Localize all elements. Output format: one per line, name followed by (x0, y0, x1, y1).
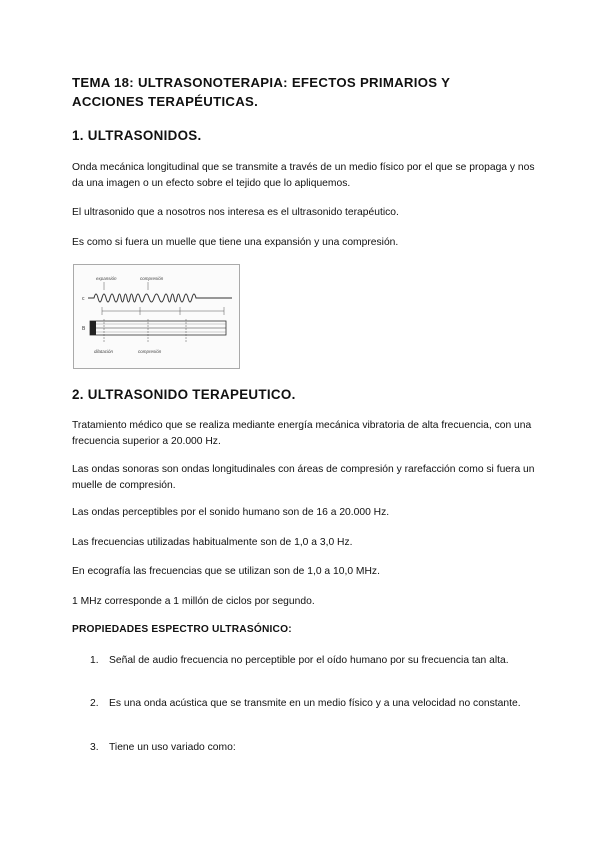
section-2-paragraph-4: Las frecuencias utilizadas habitualmente son de 1,0 a 3,0 Hz. (72, 537, 353, 548)
svg-text:B: B (82, 326, 86, 332)
section-2-paragraph-6: 1 MHz corresponde a 1 millón de ciclos por segundo. (72, 596, 315, 607)
section-1-paragraph-1: Onda mecánica longitudinal que se transmite a través de un medio físico por el que se propaga y nos da una imagen o un efecto sobre el tejido que lo apliquemos. (72, 162, 535, 189)
svg-text:c: c (82, 296, 85, 302)
list-item-text: Tiene un uso variado como: (109, 742, 236, 753)
list-item-number: 1. (90, 655, 99, 666)
document-title: TEMA 18: ULTRASONOTERAPIA: EFECTOS PRIMARIOS Y ACCIONES TERAPÉUTICAS. (72, 75, 450, 109)
figure-label-compression-top: compresión (140, 276, 164, 281)
list-item-number: 2. (90, 698, 99, 709)
section-2-paragraph-2: Las ondas sonoras son ondas longitudinales con áreas de compresión y rarefacción como si fuera un muelle de compresión. (72, 464, 535, 491)
figure-label-dilatation-bottom: dilatación (94, 349, 114, 354)
section-2-heading: 2. ULTRASONIDO TERAPEUTICO. (72, 387, 296, 402)
section-1-paragraph-3: Es como si fuera un muelle que tiene una expansión y una compresión. (72, 237, 399, 248)
list-item-text: Señal de audio frecuencia no perceptible por el oído humano por su frecuencia tan alta. (109, 655, 509, 666)
list-item-text: Es una onda acústica que se transmite en un medio físico y a una velocidad no constante. (109, 698, 521, 709)
section-1-paragraph-2: El ultrasonido que a nosotros nos interesa es el ultrasonido terapéutico. (72, 207, 399, 218)
list-item (90, 696, 530, 712)
list-item (90, 653, 530, 669)
list-item-number: 3. (90, 742, 99, 753)
section-2-paragraph-3: Las ondas perceptibles por el sonido humano son de 16 a 20.000 Hz. (72, 507, 390, 518)
figure-label-expansion-top: expansión (96, 276, 117, 281)
section-2-paragraph-5: En ecografía las frecuencias que se utilizan son de 1,0 a 10,0 MHz. (72, 566, 380, 577)
figure-label-compression-bottom: compresión (138, 349, 162, 354)
section-2-paragraph-1: Tratamiento médico que se realiza mediante energía mecánica vibratoria de alta frecuencia, con una frecuencia superior a 20.000 Hz. (72, 420, 532, 447)
list-item (90, 740, 530, 756)
spring-diagram (74, 265, 239, 368)
spring-coil (88, 294, 232, 302)
spring-compression-figure (73, 264, 240, 369)
properties-subheading: PROPIEDADES ESPECTRO ULTRASÓNICO: (72, 624, 292, 635)
section-1-heading: 1. ULTRASONIDOS. (72, 128, 202, 143)
